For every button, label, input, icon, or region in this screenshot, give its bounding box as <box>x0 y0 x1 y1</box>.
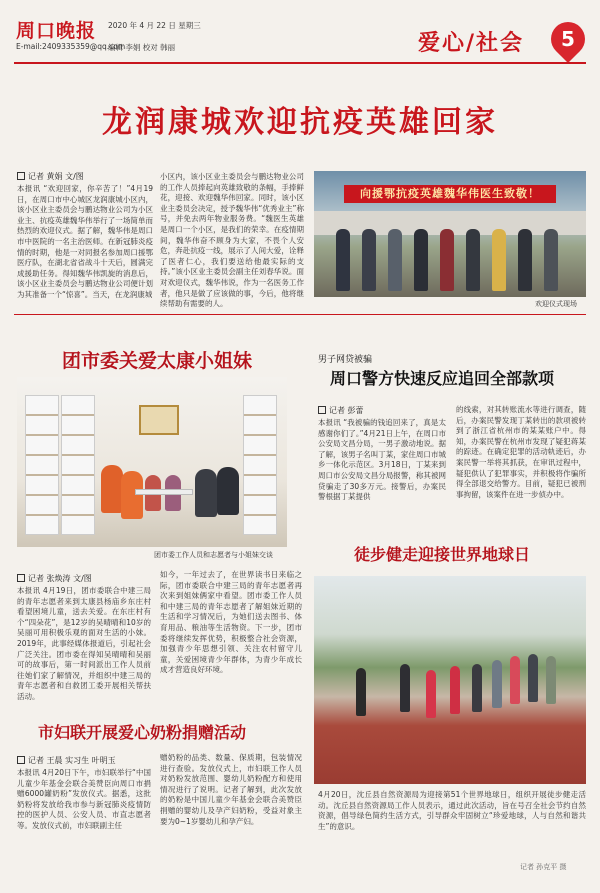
lead-body-col2: 小区内，该小区业主委员会与鹏达物业公司的工作人员捧起向英雄致敬的条幅，手捧鲜花，迎接、欢迎魏华伟回家。同时，该小区业主委员会决定，授予魏华伟“优秀业主”称号，并免去两年物业服务费。“魏医生英雄是周口一个小区，是我们的荣幸。在疫情期间，魏华伟奋不顾身为大家，不畏个人安危，奔赴抗疫一线，展示了人间大爱，诠释了医者仁心，我们要送给他最实际的支持。”该小区业主委员会副主任刘春华说。面对欢迎仪式，魏华伟说，作为一名医务工作者，他只是做了应该做的事，今后，他将继续帮助有需要的人。 <box>160 172 304 309</box>
walker-figure <box>546 656 556 704</box>
person-figure <box>336 229 350 291</box>
story2-body-col1: 本报讯 4月19日，团市委联合中建三局的青年志愿者来到太康县杨庙乡东庄村看望困境儿童，送去关爱。在东庄村有个“四朵花”，是12岁的吴晴晴和10岁的吴丽可用积极乐观的面对生活的小妹。2019年，此事经媒体报道后，引起社会广泛关注。团市委在得知吴晴晴和吴丽可的故事后，第一时间派出工作人员前往她们家了解情况，并组织中建三局的青年志愿者和自救团工委开展相关帮扶活动。 <box>17 586 151 701</box>
lead-byline: 记者 黄娟 文/图 <box>17 171 84 182</box>
person-figure <box>414 229 428 291</box>
lead-body-col1: 本报讯 “欢迎回家，你辛苦了！”4月19日，在周口市中心城区龙润康城小区内，该小区业主委员会与鹏达物业公司为小区业主、抗疫英雄魏华伟举行了一场简单而热烈的欢迎仪式。据了解，魏华伟是周口市中医院的一名主治医师。在新冠肺炎疫情的时期，他是一对同报名参加周口援鄂医疗队，在湖北省省战斗十天后，圆满完成援助任务。得知魏华伟凯旋的消息后，该小区业主委员会与鹏达物业公司便计划为其准备一个“惊喜”。当天，在龙润康城 <box>17 184 153 299</box>
person-figure <box>440 229 454 291</box>
story3-byline: 记者 彭蕾 <box>318 405 364 416</box>
small-table <box>135 489 193 495</box>
newspaper-logo: 周口晚报 <box>16 20 97 42</box>
story5-byline: 记者 王晨 实习生 叶明玉 <box>17 755 116 766</box>
staff-figure <box>195 469 217 517</box>
bookshelf <box>61 395 95 535</box>
wall-frame <box>139 405 179 435</box>
story3-body-col1: 本报讯 “我被骗的钱追回来了，真是太感谢你们了。”4月21日上午，在周口市公安局文昌分局，一男子激动地说。据了解，该男子名叫丁某，家住周口市城乡一体化示范区。3月18日，丁某来到周口市公安局文昌分局报警，称其被网贷骗走了30多万元。接警后，办案民警根据丁某提供 <box>318 418 446 502</box>
person-figure <box>388 229 402 291</box>
masthead <box>0 0 600 80</box>
volunteer-figure <box>101 465 123 513</box>
person-figure <box>544 229 558 291</box>
person-figure <box>362 229 376 291</box>
walker-figure <box>472 664 482 712</box>
person-figure <box>492 229 506 291</box>
masthead-divider <box>14 62 586 64</box>
story5-body-col1: 本报讯 4月20日下午，市妇联举行“中国儿童少年基金会联合美赞臣向周口市捐赠6000罐奶粉”发放仪式。据悉，这批奶粉将发放给我市参与新冠肺炎疫情防控的医护人员、公安人员、市直志愿者等。发放仪式前，市妇联副主任 <box>17 768 151 830</box>
issue-date: 2020 年 4 月 22 日 星期三 <box>108 21 201 30</box>
photo-banner: 向援鄂抗疫英雄魏华伟医生致敬！ <box>344 185 556 203</box>
bookshelf <box>25 395 59 535</box>
walker-figure <box>510 656 520 704</box>
section-title: 爱心/社会 <box>418 30 525 56</box>
walker-figure <box>450 666 460 714</box>
story4-photo <box>314 576 586 784</box>
story4-credit: 记者 孙克平 摄 <box>520 863 567 871</box>
walker-figure <box>492 660 502 708</box>
contact-email: E-mail:2409335359@qq.com <box>16 42 126 51</box>
story2-headline: 团市委关爱太康小姐妹 <box>62 350 253 372</box>
person-figure <box>466 229 480 291</box>
page-number: 5 <box>561 27 575 51</box>
walker-figure <box>528 654 538 702</box>
story2-photo <box>17 377 287 547</box>
story3-headline: 周口警方快速反应追回全部款项 <box>330 369 555 388</box>
lead-headline: 龙润康城欢迎抗疫英雄回家 <box>102 105 498 140</box>
story2-byline: 记者 张焕涛 文/图 <box>17 573 92 584</box>
volunteer-figure <box>121 471 143 519</box>
walker-figure <box>400 664 410 712</box>
editor-credits: 编辑 李娟 校对 韩丽 <box>108 43 176 52</box>
walker-figure <box>426 670 436 718</box>
story2-photo-caption: 团市委工作人员和志愿者与小姐妹交谈 <box>154 551 273 559</box>
page-number-badge <box>551 22 585 60</box>
person-figure <box>518 229 532 291</box>
story4-body: 4月20日，沈丘县自然资源局为迎接第51个世界地球日，组织开展徒步健走活动。沈丘县自然资源局工作人员表示，通过此次活动，旨在号召全社会节约自然资源，倡导绿色简约生活方式，引导群众牢固树立“珍爱地球，人与自然和谐共生”的意识。 <box>318 790 586 831</box>
story3-kicker: 男子网贷被骗 <box>318 355 373 365</box>
bookshelf <box>243 395 277 535</box>
staff-figure <box>217 467 239 515</box>
lead-photo <box>314 171 586 297</box>
lead-photo-caption: 欢迎仪式现场 <box>535 300 577 308</box>
story4-headline: 徒步健走迎接世界地球日 <box>354 545 531 564</box>
story3-body-col2: 的线索，对其转账流水等进行调查，随后，办案民警发现丁某转出的款项被转到了浙江省杭州市的某某账户中。得知，办案民警在杭州市发现了疑犯蒋某的踪迹。在确定犯罪的活动轨迹后，办案民警一举将其抓获，在审讯过程中，疑犯供认了犯罪事实，并积极将作骗所得全部退交给警方。目前，疑犯已被刑事拘留，该案件在进一步侦办中。 <box>456 405 586 499</box>
walker-figure <box>356 668 366 716</box>
story5-headline: 市妇联开展爱心奶粉捐赠活动 <box>38 723 247 742</box>
story5-body-col2: 赠奶粉的品类、数量、保质期，包装情况进行查验。发放仪式上，市妇联工作人员对奶粉发放范围、婴幼儿奶粉配方和使用情况进行了说明。记者了解到，此次发放的奶粉是中国儿童少年基金会联合美赞臣捐赠的婴幼儿及孕产妇奶粉，受益对象主要为0~1岁婴幼儿和孕产妇。 <box>160 753 302 826</box>
section-divider <box>14 314 586 315</box>
story2-body-col2: 如今，一年过去了，在世界读书日来临之际，团市委联合中建三局的青年志愿者再次来到姐妹俩家中看望。团市委工作人员和中建三局的青年志愿者了解姐妹近期的生活和学习情况后，为她们送去图书、体育用品、粮油等生活物资。下一步，团市委将继续发挥优势，积极整合社会资源，加强青少年思想引领、关注农村留守儿童，关爱困境青少年群体，为青少年成长成才营造良好环境。 <box>160 570 302 675</box>
